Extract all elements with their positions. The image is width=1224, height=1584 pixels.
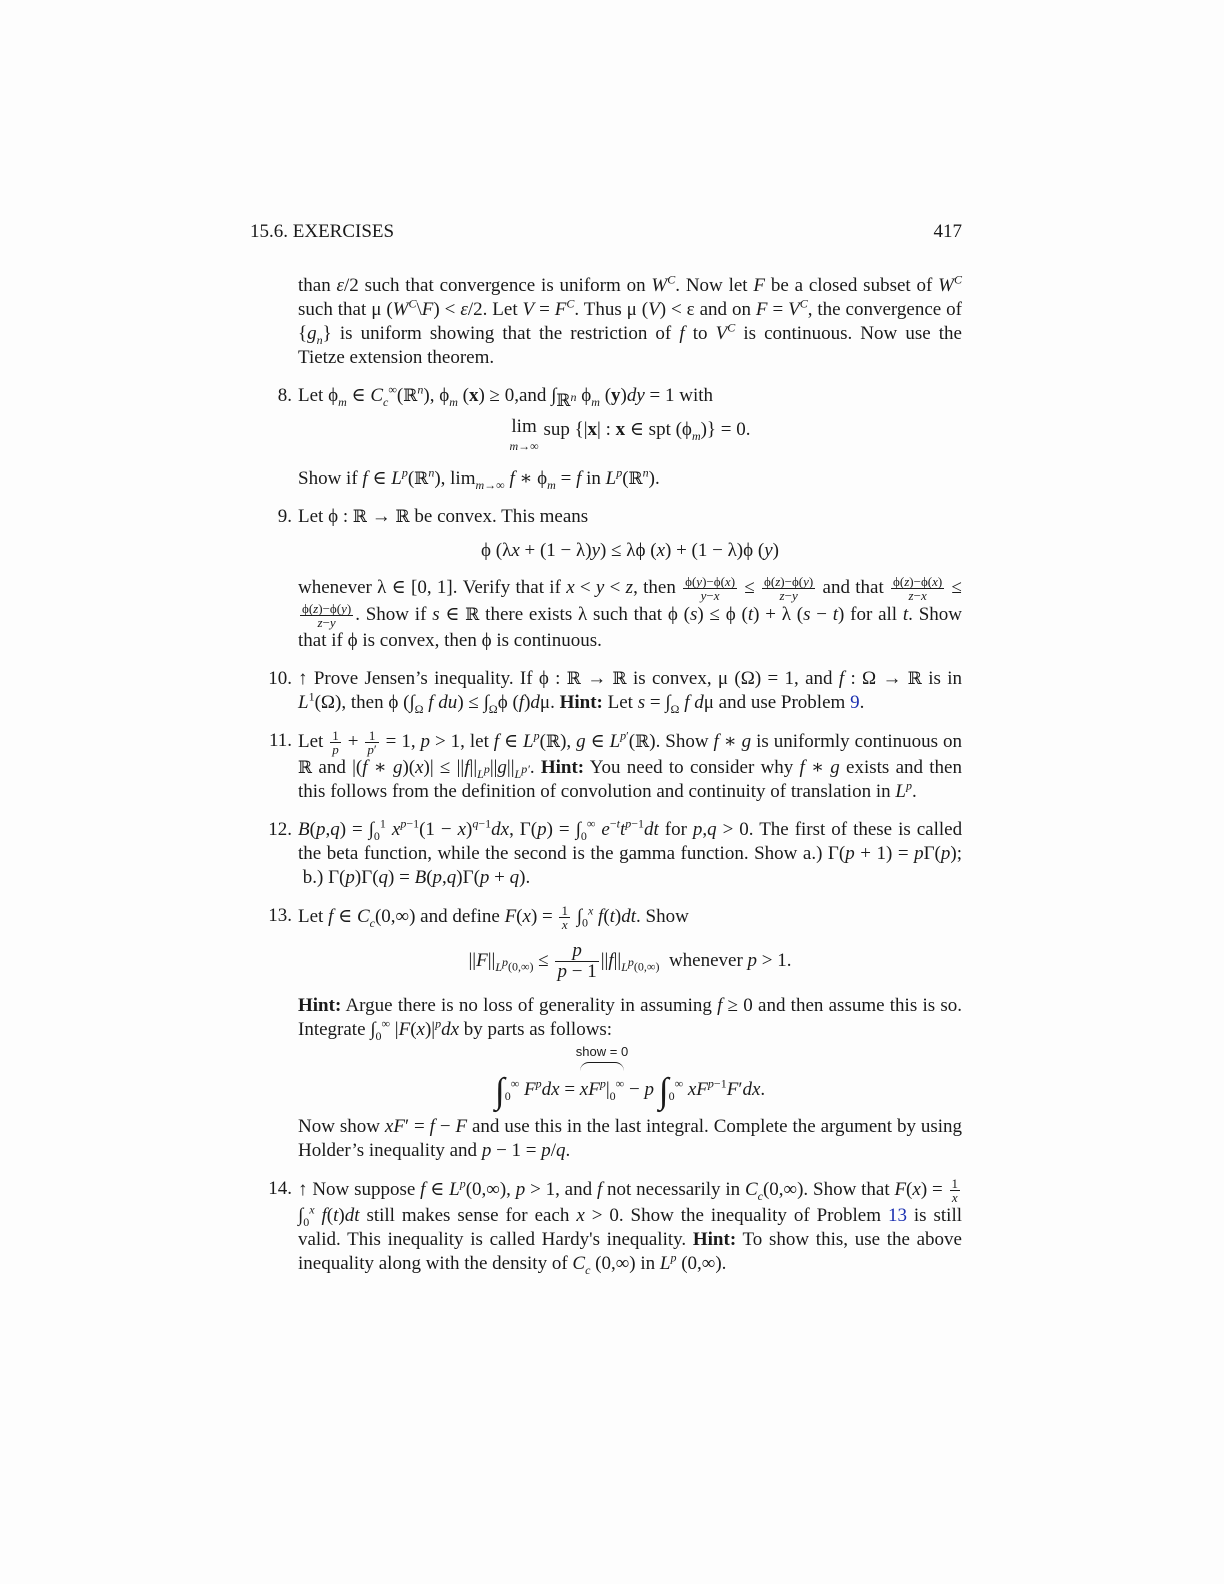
exercise-list (268, 272, 963, 1290)
hint-label: Hint: (540, 757, 585, 778)
exercise-11: 11. Let $\frac{1}{p}$ + $\frac{1}{p'}$ = 1, p > 1, let f ∈ $L^p(ℝ)$, g ∈ $L^{p'}(ℝ)$. Show f ∗ g is uniformly continuous on ℝ and |(f ∗ $g)(x)| \le ||f||_{L^p}||g||_{L^{p'}}$. Hint: You need to consider why f ∗ g exists and then this follows from the definition of convolution and continuity of translation in $L^p$. (298, 729, 962, 804)
brace-label: show = 0 (575, 1044, 629, 1059)
exercise-number: 13. (268, 905, 292, 926)
exercise-number: 9. (277, 506, 292, 527)
overbrace: show = 0 $xF^p|_0^\infty$ (580, 1078, 624, 1102)
hint-label: Hint: (298, 995, 342, 1016)
exercise-10: 10. ↑ Prove Jensen’s inequality. If ϕ : ℝ → ℝ is convex, μ (Ω) = 1, and f : Ω → ℝ is in $L^1(\Omega)$, then ϕ ($\int_\Omega$ f $du) \le \int_\Omega\phi$ (f)dμ. Hint: Let $s = \int_\Omega$ f dμ and use Problem 9. (298, 667, 962, 715)
exercise-number: 12. (268, 819, 292, 840)
hardy-statement: This inequality is called Hardy's inequality. (347, 1228, 687, 1250)
exercise-14: 14. ↑ Now suppose f ∈ $L^p(0,\infty)$, p > 1, and f not necessarily in $C_c(0,\infty)$. Show that F(x) = $\frac{1}{x}$ $\int_0^x$ f(t)dt still makes sense for each x > 0. Show the inequality of Problem 13 is still valid. This inequality is called Hardy's inequality. Hint: To show this, use the above inequality along with the density of $C_c$ (0,∞) in $L^p$ (0,∞). (298, 1177, 962, 1276)
display-equation: ϕ (λx + (1 − λ)y) ≤ λϕ (x) + (1 − λ)ϕ (y) (481, 540, 779, 561)
exercise-number: 10. (268, 668, 292, 689)
exercise-13: 13. Let f ∈ $C_c(0,\infty)$ and define F(x) = $\frac{1}{x}$ $\int_0^x$ f(t)dt. Show $||F||_{L^p(0,\infty)}$ ≤ $\frac{p}{p - 1}$ $||f||_{L^p(0,\infty)}$ whenever p > 1. Hint: Argue there is no loss of generality in assuming f ≥ 0 and then assume this is so. Integrate $\int_0^\infty$ $|F(x)|^pdx$ by parts as follows: $\int_0^\infty$ $F^pdx$ = show = 0 $xF^p|_0^\infty - p$ $\int_0^\infty$ $xF^{p-1}F'dx$. Now show xF′ = f − F and use this in the last integral. Complete the argument by using Holder’s inequality and p − 1 = p/q. (298, 904, 962, 1163)
page-number: 417 (933, 221, 962, 242)
display-equation: lim m→∞ sup {|x| : x ∈ spt $(\phi_m)\} = 0$. (509, 416, 751, 453)
exercise-number: 14. (268, 1177, 292, 1199)
exercise-number: 8. (277, 385, 292, 406)
continuation-paragraph: than ε/2 such that convergence is uniform on $W^C$. Now let F be a closed subset of $W^C$ such that μ $(W^C\backslash F) < \varepsilon/2$. Let $V = F^C$. Thus μ (V) < ε and on $F = V^C$, the convergence of $\{g_n\}$ is uniform showing that the restriction of f to $V^C$ is continuous. Now use the Tietze extension theorem. (298, 272, 962, 368)
problem-13-link[interactable]: 13 (887, 1204, 907, 1226)
exercise-8: 8. Let $\phi_m$ ∈ $C_c^\infty(ℝ^n)$, $\phi_m$ (x) ≥ 0,and $\int_{ℝ^n}$ $\phi_m$ (y)dy = 1 with lim m→∞ sup {|x| : x ∈ spt $(\phi_m)\} = 0$. Show if f ∈ $L^p(ℝ^n)$, $\lim_{m\to\infty} f$ ∗ $\phi_m = f$ in $L^p(ℝ^n)$. (298, 384, 962, 491)
problem-9-link[interactable]: 9 (850, 692, 860, 713)
beta-gamma-statement: The first of these is called the beta function, while the second is the gamma function. (298, 819, 963, 864)
hint-label: Hint: (559, 692, 603, 713)
display-equation: $||F||_{L^p(0,\infty)}$ ≤ $\frac{p}{p - 1}$ $||f||_{L^p(0,\infty)}$ whenever p > 1. (468, 940, 792, 982)
exercise-12: 12. $B(p,q) = \int_0^1$ $x^{p-1}(1 - x)^{q-1}dx$, $\Gamma(p) = \int_0^\infty$ $e^{-t}t^{p-1}dt$ for p,q > 0. The first of these is called the beta function, while the second is the gamma function. Show a.) Γ(p + 1) = pΓ(p); b.) Γ(p)Γ(q) = B(p,q)Γ(p + q). (298, 818, 962, 890)
hint-label: Hint: (692, 1228, 737, 1250)
display-equation: $\int_0^\infty$ $F^pdx$ = show = 0 $xF^p|_0^\infty - p$ $\int_0^\infty$ $xF^{p-1}F'dx$. (298, 1078, 962, 1103)
exercise-number: 11. (268, 730, 292, 751)
section-title: 15.6. EXERCISES (250, 221, 395, 242)
exercise-9: 9. Let ϕ : ℝ → ℝ be convex. This means ϕ (λx + (1 − λ)y) ≤ λϕ (x) + (1 − λ)ϕ (y) whenever λ ∈ [0, 1]. Verify that if x < y < z, then $\frac{\phi(y)-\phi(x)}{y-x}$ ≤ $\frac{\phi(z)-\phi(y)}{z-y}$ and that $\frac{\phi(z)-\phi(x)}{z-x}$ ≤ $\frac{\phi(z)-\phi(y)}{z-y}$ . Show if s ∈ ℝ there exists λ such that ϕ (s) ≤ ϕ (t) + λ (s − t) for all t. Show that if ϕ is convex, then ϕ is continuous. (298, 505, 962, 653)
running-header (250, 220, 962, 244)
